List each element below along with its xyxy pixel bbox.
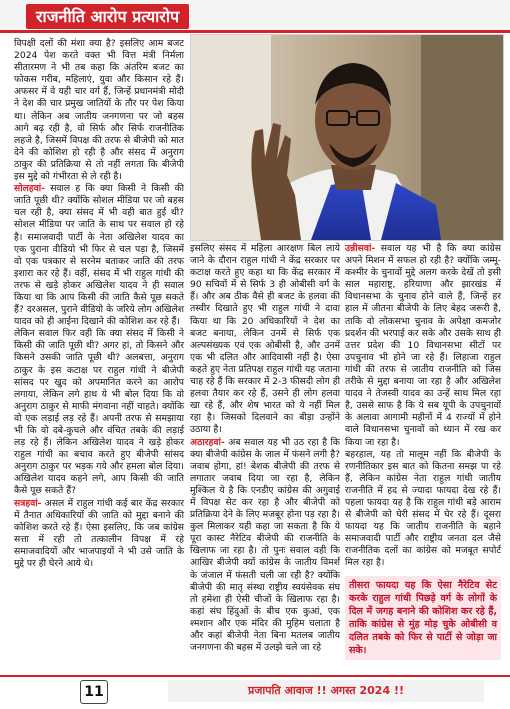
highlight-box: तीसरा फायदा यह कि ऐसा नैरेटिव सेट करके राहुल गांधी पिछड़े वर्ग के लोगों के दिल में जगह बनाने की कोशिश कर रहे हैं, ताकि कांग्रेस से मुंह मोड़ चुके ओबीसी व दलित तबके को फिर से पार्टी से जोड़ा जा सके। [345,576,501,660]
news-photo [190,34,504,241]
paragraph: सवाल ह कि क्या किसी ने किसी की जाति पूछी थी? क्योंकि सोशल मीडिया पर जो बहस चल रही है, क्या संसद में भी वही बात हुई थी? सोशल मीडिया पर जाति के साथ पर सवाल हो रहे है। समाजवादी पार्टी के नेता अखिलेश यादव का एक पुराना वीडियो भी फिर से चल पड़ा है, जिसमें वो एक पत्रकार से सरनेम बताकर जाति की तरफ इशारा कर रहे हैं। वहीं, संसद में भी राहुल गांधी की तरफ से खड़े होकर अखिलेश यादव ने ही सवाल किया था कि आप किसी की जाति कैसे पूछ सकते हैं? दरअसल, पुराने वीडियो के जरिये लोग अखिलेश यादव को ही आईना दिखाने की कोशिश कर रहे हैं। [14,183,184,328]
paragraph: अब सवाल यह भी उठ रहा है कि क्या बीजेपी कांग्रेस के जाल में फंसने लगी है? जवाब होगा, हां! बेशक बीजेपी की तरफ से लगातार जवाब दिया जा रहा है, लेकिन मुश्किल ये है कि एनडीए कांग्रेस की अगुवाई में विपक्ष सेट कर रहा है और बीजेपी को प्रतिक्रिया देने के लिए मजबूर होना पड़ रहा है। कुल मिलाकर यही कहा जा सकता है कि ये पूरा कास्ट नैरेटिव बीजेपी की राजनीति के खिलाफ जा रहा है। तो पुनः सवाल वही कि आखिर बीजेपी क्यों कांग्रेस के जातीय विमर्श के जंजाल में फंसती चली जा रही है? क्योंकि बीजेपी की मातृ संस्था राष्ट्रीय स्वयंसेवक संघ तो हमेशा ही ऐसी चीजों के खिलाफ रहा है। कहां संघ हिंदुओं के बीच एक कुआं, एक श्मशान और एक मंदिर की मुहिम चलाता है और कहां बीजेपी नेता बिना मतलब जातीय जनगणना की बहस में उलझे चले जा रहे [190,436,340,654]
paragraph: बहरहाल, यह तो मालूम नहीं कि बीजेपी के रणनीतिकार इस बात को कितना समझ पा रहे हैं, लेकिन कांग्रेस नेता राहुल गांधी जातीय राजनीति में हद से ज्यादा फायदा देख रहे हैं। पहला फायदा यह है कि राहुल गांधी बड़े आराम से बीजेपी को घेरी संसद में घेर रहे हैं। दूसरा फायदा यह कि जातीय राजनीति के बहाने समाजवादी पार्टी और राष्ट्रीय जनता दल जैसे राजनीतिक दलों का कांग्रेस को मजबूत सपोर्ट मिल रहा है। [345,448,501,569]
subheading-atharahva: अठारहवां- [190,436,225,448]
paragraph: सवाल यह भी है कि क्या कांग्रेस अपने मिशन में सफल हो रही है? क्योंकि जम्मू-कश्मीर के चुनावों मुद्दे अलग करके देखें तो इसी साल महाराष्ट्र, हरियाणा और झारखंड में विधानसभा के चुनाव होने वाले हैं, जिन्हें हर हाल में जीतना बीजेपी के लिए बेहद जरूरी है, ताकि वो लोकसभा चुनाव के अपेक्षा कमजोर प्रदर्शन की भरपाई कर सके और उसके साथ ही उत्तर प्रदेश की 10 विधानसभा सीटों पर उपचुनाव भी होने जा रहे हैं। लिहाजा राहुल गांधी की तरफ से जातीय राजनीति को जिस तरीके से मुद्दा बनाया जा रहा है और अखिलेश यादव ने तेजस्वी यादव का उन्हें साथ मिल रहा है, उससे साफ है कि ये सब यूपी के उपचुनावों के अलावा आगामी महीनों में 4 राज्यों में होने वाले विधानसभा चुनावों को ध्यान में रख कर किया जा रहा है। [345,243,501,448]
column-left [14,38,184,570]
paragraph: विपक्षी दलों की मंशा क्या है? इसलिए आम बजट 2024 पेश करते वक्त भी वित्त मंत्री निर्मला सीतारमण ने भी तब कहा कि अंतरिम बजट का फोकस गरीब, महिलाएं, युवा और किसान रहे हैं। अफसर में वे यही चार वर्ग हैं, जिन्हें प्रधानमंत्री मोदी ने देश की चार प्रमुख जातियों के तौर पर पेश किया था। लेकिन अब जातीय जनगणना पर जो बहस आगे बढ़ रही है, वो सिर्फ और सिर्फ राजनीतिक लहजे है, जिसमें विपक्ष की तरफ से बीजेपी को मात देने की कोशिश हो रही है और संसद में अनुराग ठाकुर की प्रतिक्रिया से तो नहीं लगता कि बीजेपी इस मुद्दे को गंभीरता से ले रही है। [14,38,184,183]
footer-divider [0,675,510,677]
subheading-solahva: सोलहवां- [14,183,45,195]
column-middle [190,243,340,654]
footer-publication: प्रजापति आवाज !! अगस्त 2024 !! [248,684,404,697]
subheading-unnisva: उन्नीसवां- [345,243,376,254]
page-number: 11 [80,680,108,704]
section-title: राजनीति आरोप प्रत्यारोप [26,4,189,29]
speaker-photo [191,35,503,240]
paragraph: लेकिन सवाल फिर वही कि क्या संसद में किसी ने किसी की जाति पूछी थी? अगर हां, तो किसने और किसने उसकी जाति पूछी थी? अलबत्ता, अनुराग ठाकुर के इस कटाक्ष पर राहुल गांधी ने बीजेपी सांसद पर खुद को अपमानित करने का आरोप लगाया, लेकिन लगे हाथ ये भी बोल दिया कि वो अनुराग ठाकुर से माफी मंगवाना नहीं चाहते। क्योंकि वो एक लड़ाई लड़ रहे हैं। अपनी तरफ से समझाया भी कि वो दबे-कुचले और वंचित तबके की लड़ाई लड़ रहे हैं। लेकिन अखिलेश यादव ने खड़े होकर राहुल गांधी का बचाव करते हुए बीजेपी सांसद अनुराग ठाकुर पर भड़क गये और हमला बोल दिया। अखिलेश यादव कहने लगे, आप किसी की जाति कैसे पूछ सकते हैं? [14,328,184,497]
subheading-satrahva: सत्रहवां- [14,497,42,509]
column-right [345,243,501,660]
paragraph: असल में राहुल गांधी कई बार केंद्र सरकार में तैनात अधिकारियों की जाति को मुद्दा बनाने की कोशिश करते रहे हैं। ऐसा इसलिए, कि जब कांग्रेस सत्ता में रही तो तत्कालीन विपक्ष में रहे समाजवादियों और भाजपाइयों ने भी उसे जाति के मुद्दे पर ही घेरने आये थे। [14,497,184,570]
paragraph: इसलिए संसद में महिला आरक्षण बिल लाये जाने के दौरान राहुल गांधी ने केंद्र सरकार पर कटाक्ष करते हुए कहा था कि केंद्र सरकार में 90 सचिवों में से सिर्फ 3 ही ओबीसी वर्ग के हैं। और अब ठीक वैसे ही बजट के हलवा की तस्वीर दिखाते हुए भी राहुल गांधी ने दावा किया था कि 20 अधिकारियों ने देश का बजट बनाया, लेकिन उनमें से सिर्फ एक अल्पसंख्यक एवं एक ओबीसी है, और उनमें एक भी दलित और आदिवासी नहीं है। ऐसा कहते हुए नेता प्रतिपक्ष राहुल गांधी यह जताना चाह रहे हैं कि सरकार में 2-3 फीसदी लोग ही हलवा तैयार कर रहे हैं, उसने ही लोग हलवा खा रहे हैं, और शेष भारत को ये नहीं मिल रहा है। जिसको दिलवाने का बीड़ा उन्होंने उठाया है। [190,243,340,436]
